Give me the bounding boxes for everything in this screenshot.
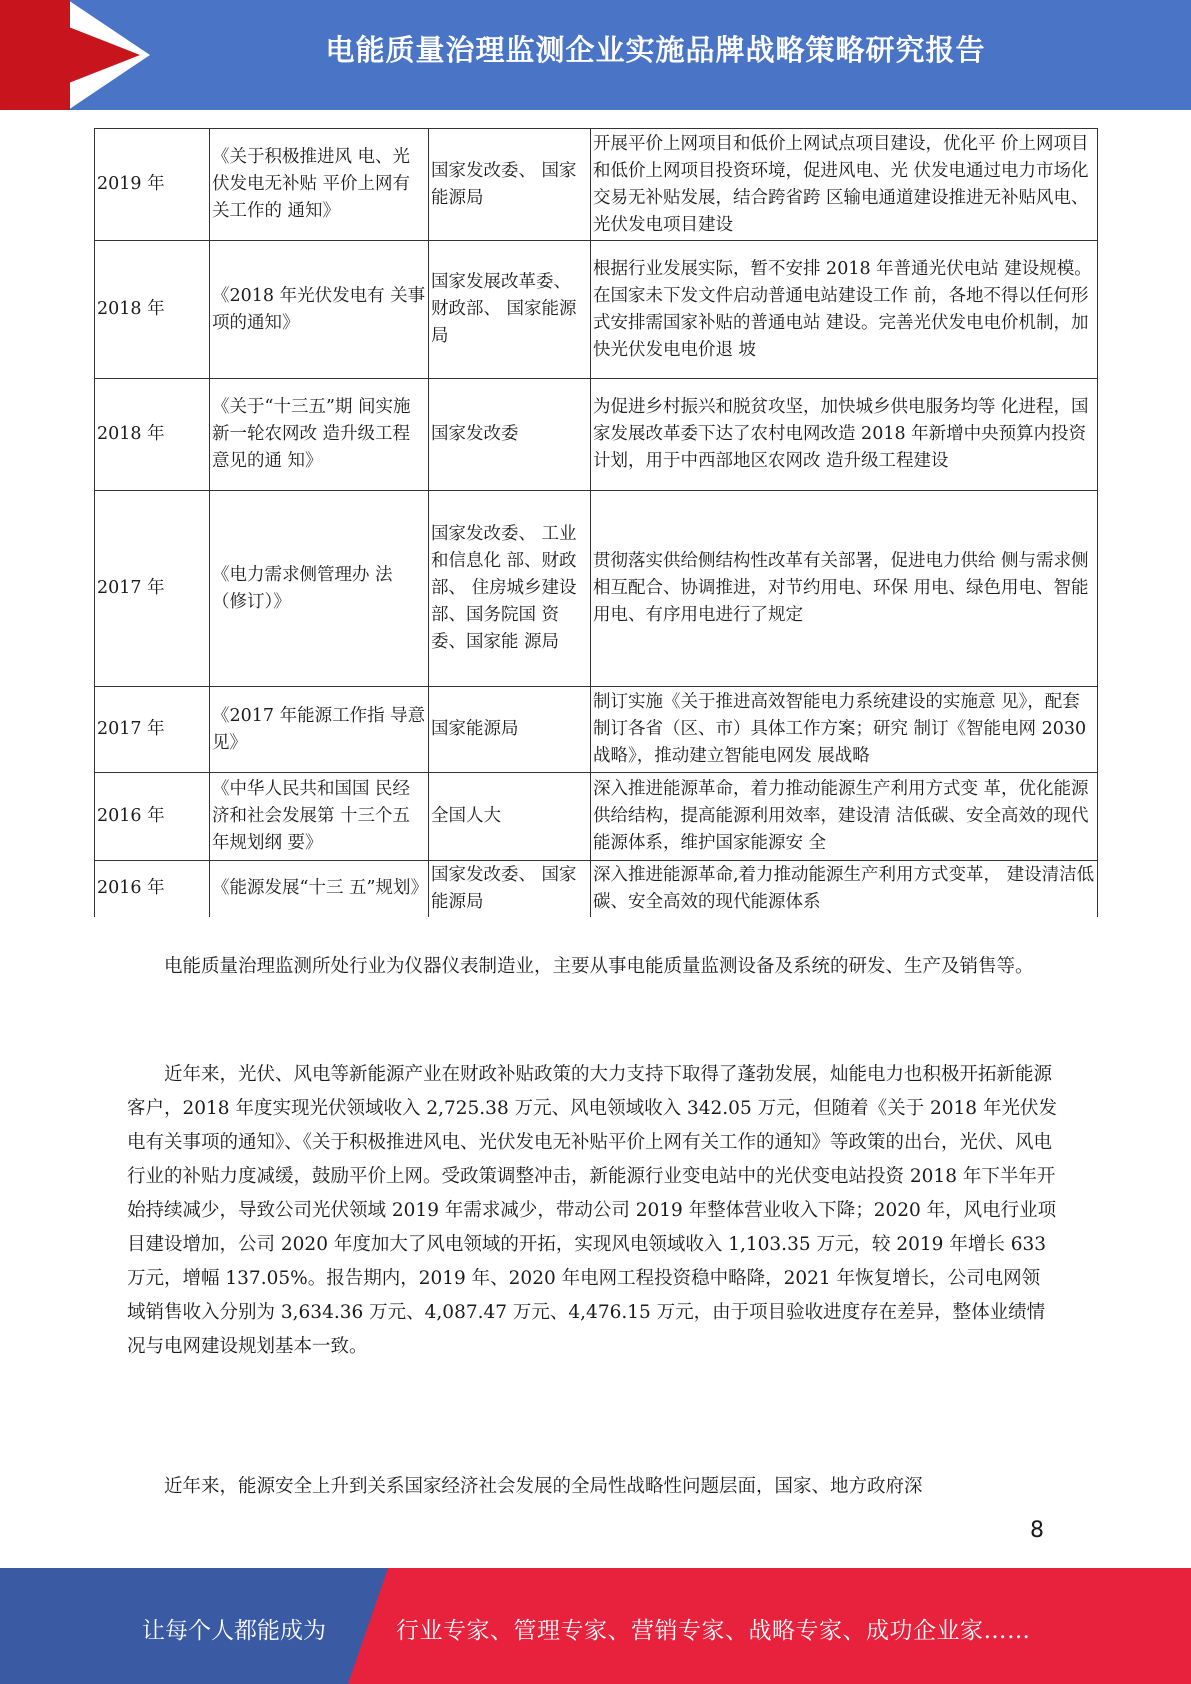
footer-slogan-left: 让每个人都能成为	[142, 1618, 326, 1644]
policy-cell: 《电力需求侧管理办 法（修订）》	[210, 491, 429, 687]
year-cell: 2016 年	[95, 773, 210, 861]
issuer-cell: 国家能源局	[429, 687, 591, 773]
content-cell: 深入推进能源革命，着力推动能源生产利用方式变 革，优化能源供给结构，提高能源利用效率，建设清 洁低碳、安全高效的现代能源体系，维护国家能源安 全	[591, 773, 1098, 861]
policy-cell: 《中华人民共和国国 民经济和社会发展第 十三个五年规划纲 要》	[210, 773, 429, 861]
content-cell: 贯彻落实供给侧结构性改革有关部署，促进电力供给 侧与需求侧相互配合、协调推进，对节约用电、环保 用电、绿色用电、智能用电、有序用电进行了规定	[591, 491, 1098, 687]
table-row	[95, 773, 1098, 861]
year-cell: 2016 年	[95, 861, 210, 917]
year-cell: 2019 年	[95, 129, 210, 241]
table-row	[95, 241, 1098, 379]
content-cell: 制订实施《关于推进高效智能电力系统建设的实施意 见》，配套制订各省（区、市）具体工作方案；研究 制订《智能电网 2030 战略》，推动建立智能电网发 展战略	[591, 687, 1098, 773]
report-title: 电能质量治理监测企业实施品牌战略策略研究报告	[325, 33, 986, 67]
page-footer	[0, 1568, 1191, 1684]
paragraph-industry	[127, 950, 1057, 984]
table-row	[95, 687, 1098, 773]
paragraph-new-energy	[127, 1058, 1057, 1364]
table-row	[95, 379, 1098, 491]
content-cell: 开展平价上网项目和低价上网试点项目建设，优化平 价上网项目和低价上网项目投资环境，促进风电、光 伏发电通过电力市场化交易无补贴发展，结合跨省跨 区输电通道建设推进无补贴风电、光伏发电项目建设	[591, 129, 1098, 241]
table-row	[95, 491, 1098, 687]
policy-cell: 《2017 年能源工作指 导意见》	[210, 687, 429, 773]
paragraph: 近年来，能源安全上升到关系国家经济社会发展的全局性战略性问题层面，国家、地方政府深	[164, 1476, 923, 1497]
paragraph-energy-security	[127, 1470, 1057, 1504]
paragraph: 电能质量治理监测所处行业为仪器仪表制造业，主要从事电能质量监测设备及系统的研发、生产及销售等。	[164, 956, 1034, 977]
year-cell: 2018 年	[95, 241, 210, 379]
issuer-cell: 国家发改委、 国家能源局	[429, 129, 591, 241]
policy-cell: 《2018 年光伏发电有 关事项的通知》	[210, 241, 429, 379]
year-cell: 2018 年	[95, 379, 210, 491]
table-row	[95, 129, 1098, 241]
footer-slogan-right: 行业专家、管理专家、营销专家、战略专家、成功企业家……	[396, 1618, 1031, 1644]
table-row	[95, 861, 1098, 917]
page-header	[0, 0, 1191, 110]
issuer-cell: 国家发改委	[429, 379, 591, 491]
page-number: 8	[1030, 1518, 1044, 1543]
paragraph: 近年来，光伏、风电等新能源产业在财政补贴政策的大力支持下取得了蓬勃发展，灿能电力也积极开拓新能源客户，2018 年度实现光伏领域收入 2,725.38 万元、风电领域收入 342.05 万元，但随着《关于 2018 年光伏发电有关事项的通知》、《关于积极推进风电、光伏发电无补贴平价上网有关工作的通知》等政策的出台，光伏、风电行业的补贴力度减缓，鼓励平价上网。受政策调整冲击，新能源行业变电站中的光伏变电站投资 2018 年下半年开始持续减少，导致公司光伏领域 2019 年需求减少，带动公司 2019 年整体营业收入下降；2020 年，风电行业项目建设增加，公司 2020 年度加大了风电领域的开拓，实现风电领域收入 1,103.35 万元，较 2019 年增长 633 万元，增幅 137.05%。报告期内，2019 年、2020 年电网工程投资稳中略降，2021 年恢复增长，公司电网领域销售收入分别为 3,634.36 万元、4,087.47 万元、4,476.15 万元，由于项目验收进度存在差异，整体业绩情况与电网建设规划基本一致。	[127, 1064, 1057, 1357]
issuer-cell: 国家发改委、 工业和信息化 部、财政部、 住房城乡建设 部、国务院国 资委、国家能 源局	[429, 491, 591, 687]
policy-cell: 《关于“十三五”期 间实施新一轮农网改 造升级工程意见的通 知》	[210, 379, 429, 491]
year-cell: 2017 年	[95, 491, 210, 687]
policy-cell: 《关于积极推进风 电、光伏发电无补贴 平价上网有关工作的 通知》	[210, 129, 429, 241]
issuer-cell: 国家发展改革委、财政部、 国家能源局	[429, 241, 591, 379]
content-cell: 深入推进能源革命,着力推动能源生产利用方式变革， 建设清洁低碳、安全高效的现代能源体系	[591, 861, 1098, 917]
content-cell: 根据行业发展实际，暂不安排 2018 年普通光伏电站 建设规模。在国家未下发文件启动普通电站建设工作 前，各地不得以任何形式安排需国家补贴的普通电站 建设。完善光伏发电电价机制，加快光伏发电电价退 坡	[591, 241, 1098, 379]
content-cell: 为促进乡村振兴和脱贫攻坚，加快城乡供电服务均等 化进程，国家发展改革委下达了农村电网改造 2018 年新增中央预算内投资计划，用于中西部地区农网改 造升级工程建设	[591, 379, 1098, 491]
policy-table	[94, 128, 1098, 917]
policy-cell: 《能源发展“十三 五”规划》	[210, 861, 429, 917]
year-cell: 2017 年	[95, 687, 210, 773]
header-red-chevron	[0, 0, 140, 110]
issuer-cell: 国家发改委、 国家能源局	[429, 861, 591, 917]
footer-blue-slant	[348, 1568, 388, 1684]
issuer-cell: 全国人大	[429, 773, 591, 861]
